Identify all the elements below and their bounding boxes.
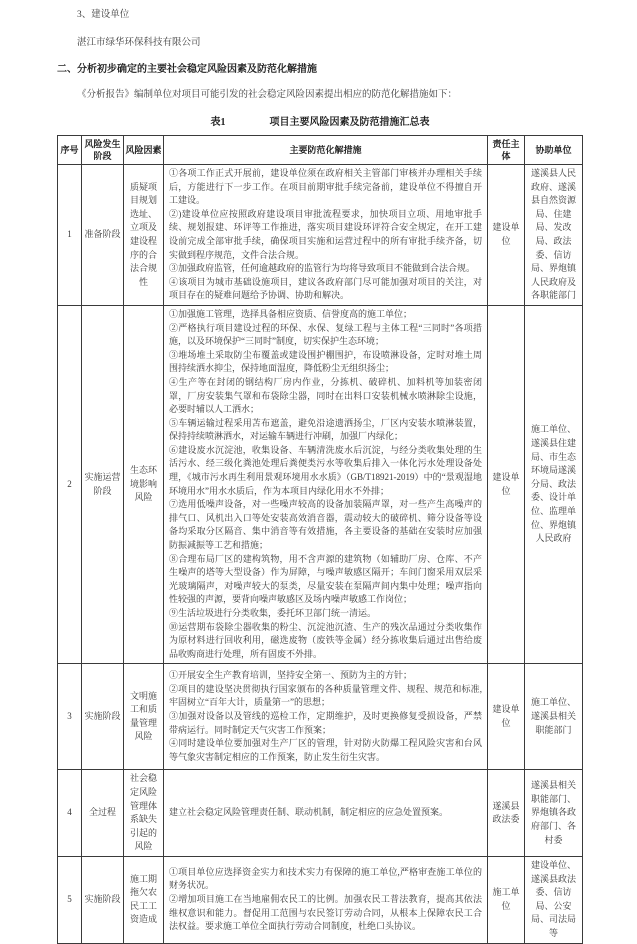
intro-paragraph: 《分析报告》编制单位对项目可能引发的社会稳定风险因素提出相应的防范化解措施如下： xyxy=(77,90,458,100)
measure-paragraph: ①开展安全生产教育培训，坚持安全第一、预防为主的方针； xyxy=(169,670,413,681)
measure-paragraph: ①加强施工管理，选择具备相应资质、信誉度高的施工单位； xyxy=(169,308,413,319)
measure-paragraph: ③加强政府监管，任何逾越政府的监管行为均将导致项目不能做到合法合规。 xyxy=(169,263,476,274)
cell-responsible: 建设单位 xyxy=(488,165,525,306)
column-header: 责任主体 xyxy=(488,136,525,165)
cell-measures xyxy=(164,856,488,943)
table-row xyxy=(58,165,583,306)
cell-measures xyxy=(164,770,488,857)
risk-table xyxy=(57,135,583,944)
cell-responsible: 建设单位 xyxy=(488,305,525,663)
company-name: 湛江市绿华环保科技有限公司 xyxy=(77,38,201,48)
measure-paragraph: ①各项工作正式开展前，建设单位须在政府相关主管部门审核并办理相关手续后，方能进行下一步工作。在项目前期审批手续完备前，建设单位不得擅自开工建设。 xyxy=(169,168,482,206)
measure-paragraph: ⑦选用低噪声设备，对一些噪声较高的设备加装隔声罩，对一些产生高噪声的排气口、风机出入口等处安装高效消音器，震动较大的破碎机、筛分设备等设备均采取分区隔音、集中消音等有效措施，各主要设备的基础在安装时应加强防振减振等工艺和措施； xyxy=(169,499,482,551)
cell-assist: 遂溪县人民政府、遂溪县自然资源局、住建局、发改局、政法委、信访局、界炮镇人民政府及各职能部门 xyxy=(525,165,583,306)
cell-factor: 生态环境影响风险 xyxy=(124,305,164,663)
cell-responsible: 施工单位 xyxy=(488,856,525,943)
column-header: 序号 xyxy=(58,136,82,165)
cell-no: 1 xyxy=(58,165,82,306)
builder-unit-heading: 3、建设单位 xyxy=(77,10,130,20)
measure-paragraph: ③加强对设备以及管线的巡检工作，定期维护，及时更换修复受损设备，严禁带病运行。同时制定天气灾害工作预案； xyxy=(169,711,482,735)
measure-paragraph: ②)建设单位应按照政府建设项目审批流程要求，加快项目立项、用地审批手续、规划报建、环评等工作推进，落实项目建设环评符合安全规定，在开工建设前完成全部审批手续，确保项目实施和运营过程中的所有审批手续齐备，切实做到程序规范，文件合法合规。 xyxy=(169,208,482,260)
cell-measures xyxy=(164,165,488,306)
section-heading: 二、分析初步确定的主要社会稳定风险因素及防范化解措施 xyxy=(57,64,317,75)
measure-paragraph: ⑤车辆运输过程采用苫布遮盖，避免沿途遗洒扬尘，厂区内安装水喷淋装置，保持持续喷淋洒水，对运输车辆进行冲刷，加强厂内绿化； xyxy=(169,417,482,442)
cell-factor: 质疑项目规划选址、立项及建设程序的合法合规性 xyxy=(124,165,164,306)
cell-responsible: 建设单位 xyxy=(488,664,525,770)
measure-paragraph: ②严格执行项目建设过程的环保、水保、复绿工程与主体工程“三同时”各项措施，以及环境保护“三同时”制度，切实保护生态环境； xyxy=(169,322,482,347)
table-row xyxy=(58,664,583,770)
measure-paragraph: ⑨生活垃圾进行分类收集，委托环卫部门统一清运。 xyxy=(169,608,377,618)
header-row xyxy=(58,136,583,165)
cell-factor: 文明施工和质量管理风险 xyxy=(124,664,164,770)
column-header: 风险因素 xyxy=(124,136,164,165)
measure-paragraph: ⑥建设废水沉淀池，收集设备、车辆清洗废水后沉淀，与经分类收集处理的生活污水、经三级化粪池处理后粪便类污水等收集后排入一体化污水处理设备处理，《城市污水再生利用景观环境用水水质》（GB/T18921-2019）中的“景观湿地环境用水”用水水质后，作为本项目内绿化用水不外排； xyxy=(169,444,482,496)
measure-paragraph: ②项目的建设坚决贯彻执行国家颁布的各种质量管理文件、规程、规范和标准,牢固树立“百年大计，质量第一”的思想； xyxy=(169,683,482,708)
column-header: 主要防范化解措施 xyxy=(164,136,488,165)
measure-paragraph: ⑧合理布局厂区的建构筑物，用不含声源的建筑物（如辅助厂房、仓库、不产生噪声的塔等大型设备）作为屏障，与噪声敏感区隔开；车间门窗采用双层采光玻璃隔声，对噪声较大的泵类，尽量安装在泵隔声间内集中处理；噪声指向性较强的声源，要背向噪声敏感区及场内噪声敏感工作岗位； xyxy=(169,553,482,605)
cell-stage: 实施阶段 xyxy=(82,664,124,770)
measure-paragraph: ③堆场堆土采取防尘布覆盖或建设围护棚围护，布设喷淋设备，定时对堆土周围持续洒水抑尘，保持地面湿度，降低粉尘无组织扬尘； xyxy=(169,349,482,374)
cell-measures xyxy=(164,664,488,770)
measure-paragraph: ④该项目为城市基础设施项目，建议各政府部门尽可能加强对项目的关注，对项目存在的疑难问题给予协调、协助和解决。 xyxy=(169,276,482,301)
table-caption xyxy=(57,113,583,128)
cell-factor: 施工期拖欠农民工工资造成 xyxy=(124,856,164,943)
table-caption-label: 表1 xyxy=(210,117,226,128)
column-header: 风险发生阶段 xyxy=(82,136,124,165)
table-row xyxy=(58,305,583,663)
cell-assist: 施工单位、遂溪县相关职能部门 xyxy=(525,664,583,770)
cell-no: 5 xyxy=(58,856,82,943)
table-caption-title: 项目主要风险因素及防范措施汇总表 xyxy=(269,117,430,128)
measure-paragraph: ④同时建设单位要加强对生产厂区的管理，针对防火防爆工程风险灾害和台风等气象灾害制定相应的工作预案，防止发生衍生灾害。 xyxy=(169,738,482,762)
cell-responsible: 遂溪县政法委 xyxy=(488,770,525,857)
cell-assist: 遂溪县相关职能部门、界炮镇各政府部门、各村委 xyxy=(525,770,583,857)
table-row xyxy=(58,856,583,943)
cell-stage: 准备阶段 xyxy=(82,165,124,306)
cell-assist: 建设单位、遂溪县政法委、信访局、公安局、司法局等 xyxy=(525,856,583,943)
cell-no: 2 xyxy=(58,305,82,663)
cell-no: 4 xyxy=(58,770,82,857)
table-row xyxy=(58,770,583,857)
table-body xyxy=(58,165,583,944)
cell-no: 3 xyxy=(58,664,82,770)
cell-measures xyxy=(164,305,488,663)
cell-stage: 全过程 xyxy=(82,770,124,857)
cell-assist: 施工单位、遂溪县住建局、市生态环境局遂溪分局、政法委、设计单位、监理单位、界炮镇人民政府 xyxy=(525,305,583,663)
cell-stage: 实施运营阶段 xyxy=(82,305,124,663)
column-header: 协助单位 xyxy=(525,136,583,165)
measure-paragraph: ①项目单位应选择资金实力和技术实力有保障的施工单位,严格审查施工单位的财务状况。 xyxy=(169,866,482,891)
measure-paragraph: ②增加项目施工在当地雇佣农民工的比例。加强农民工普法教育，提高其依法维权意识和能力。督促用工范围与农民签订劳动合同，从根本上保障农民工合法权益。要求施工单位全面执行劳动合同制度，杜绝口头协议。 xyxy=(169,893,482,932)
measure-paragraph: ⑩运营期布袋除尘器收集的粉尘、沉淀池沉渣、生产的残次品通过分类收集作为原材料进行回收利用，磁选废物（废铁等金属）经分拣收集后通过出售给废品收购商进行处理，所有固废不外排。 xyxy=(169,621,482,659)
measure-paragraph: ④生产等在封闭的钢结构厂房内作业，分拣机、破碎机、加料机等加装密闭罩，厂房安装集气罩和布袋除尘器，同时在出料口安装机械水喷淋除尘设施，必要时辅以人工洒水； xyxy=(169,376,482,415)
measure-paragraph: 建立社会稳定风险管理责任制、联动机制，制定相应的应急处置预案。 xyxy=(169,807,449,818)
cell-factor: 社会稳定风险管理体系缺失引起的风险 xyxy=(124,770,164,857)
cell-stage: 实施阶段 xyxy=(82,856,124,943)
